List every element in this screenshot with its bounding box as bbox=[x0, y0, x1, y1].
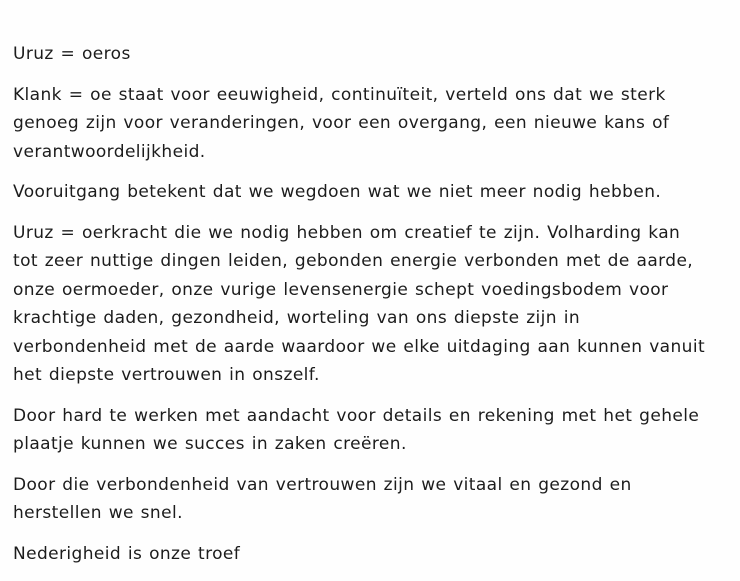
note-paragraph-sound: Klank = oe staat voor eeuwigheid, continuïteit, verteld ons dat we sterk genoeg zijn voor veranderingen, voor een overgang, een nieuwe kans of verantwoordelijkheid. bbox=[13, 84, 670, 162]
note-paragraph-humility: Nederigheid is onze troef bbox=[13, 543, 241, 564]
note-body bbox=[13, 40, 729, 580]
note-paragraph-connectedness: Door die verbondenheid van vertrouwen zijn we vitaal en gezond en herstellen we snel. bbox=[13, 474, 632, 523]
note-paragraph-hard-work: Door hard te werken met aandacht voor details en rekening met het gehele plaatje kunnen we succes in zaken creëren. bbox=[13, 405, 700, 454]
note-paragraph-progress: Vooruitgang betekent dat we wegdoen wat we niet meer nodig hebben. bbox=[13, 182, 662, 202]
note-paragraph-title: Uruz = oeros bbox=[13, 44, 131, 64]
note-paragraph-primal-force: Uruz = oerkracht die we nodig hebben om creatief te zijn. Volharding kan tot zeer nuttige dingen leiden, gebonden energie verbonden met de aarde, onze oermoeder, onze vurige levensenergie schept voedingsbodem voor krachtige daden, gezondheid, worteling van ons diepste zijn in verbondenheid met de aarde waardoor we elke uitdaging aan kunnen vanuit het diepste vertrouwen in onszelf. bbox=[13, 222, 706, 385]
